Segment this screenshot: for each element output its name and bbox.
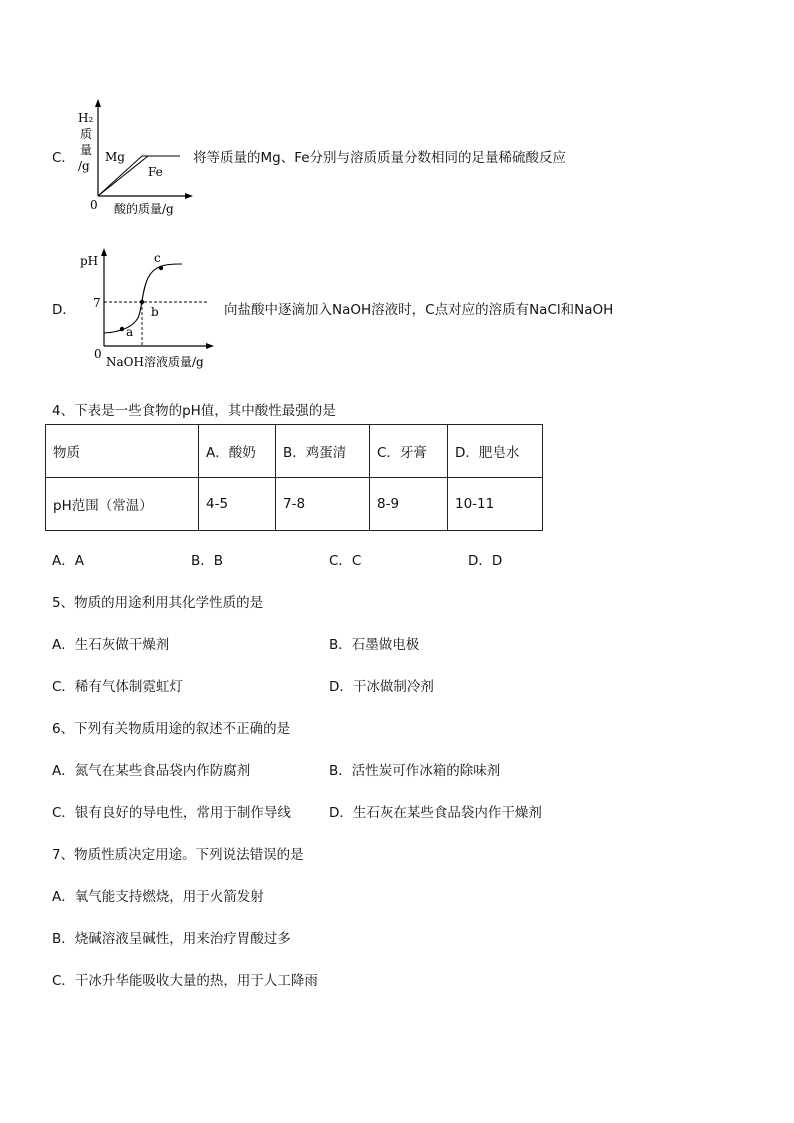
svg-text:c: c bbox=[154, 251, 161, 265]
table-cell: 8-9 bbox=[370, 478, 448, 531]
table-cell: A．酸奶 bbox=[199, 425, 276, 478]
ph-graph bbox=[80, 240, 220, 374]
ph-curve bbox=[104, 264, 182, 333]
ph-table bbox=[45, 424, 543, 531]
point-c bbox=[159, 266, 163, 270]
y-axis-label-ph: pH bbox=[80, 254, 99, 268]
q6-option-c[interactable]: C．银有良好的导电性，常用于制作导线 bbox=[52, 805, 291, 821]
table-row bbox=[46, 478, 543, 531]
table-cell: 物质 bbox=[46, 425, 199, 478]
q4-option-a[interactable]: A．A bbox=[52, 553, 84, 569]
q5-option-c[interactable]: C．稀有气体制霓虹灯 bbox=[52, 679, 183, 695]
svg-text:b: b bbox=[151, 305, 159, 319]
q4-option-c[interactable]: C．C bbox=[329, 553, 362, 569]
fe-label: Fe bbox=[148, 165, 163, 179]
point-a bbox=[120, 327, 124, 331]
q6-option-a[interactable]: A．氮气在某些食品袋内作防腐剂 bbox=[52, 763, 251, 779]
q6-stem: 6、下列有关物质用途的叙述不正确的是 bbox=[52, 721, 291, 737]
x-axis-label: 酸的质量/g bbox=[114, 202, 174, 216]
option-c-text: 将等质量的Mg、Fe分别与溶质质量分数相同的足量稀硫酸反应 bbox=[193, 150, 567, 166]
point-b bbox=[140, 300, 144, 304]
mg-label: Mg bbox=[105, 150, 125, 164]
q4-option-b[interactable]: B．B bbox=[191, 553, 224, 569]
origin-label: 0 bbox=[94, 347, 102, 361]
q5-option-a[interactable]: A．生石灰做干燥剂 bbox=[52, 637, 170, 653]
option-d-label: D． bbox=[52, 302, 76, 318]
svg-text:质: 质 bbox=[80, 127, 93, 141]
svg-text:量: 量 bbox=[80, 143, 93, 157]
q7-option-a[interactable]: A．氧气能支持燃烧，用于火箭发射 bbox=[52, 889, 264, 905]
table-cell: D．肥皂水 bbox=[448, 425, 543, 478]
tick-7: 7 bbox=[93, 296, 101, 310]
x-axis-label: NaOH溶液质量/g bbox=[106, 355, 204, 369]
y-axis-label-h2: H₂ bbox=[78, 111, 94, 125]
mass-graph bbox=[70, 96, 195, 220]
q4-option-d[interactable]: D．D bbox=[468, 553, 503, 569]
q7-option-b[interactable]: B．烧碱溶液呈碱性，用来治疗胃酸过多 bbox=[52, 931, 291, 947]
q5-stem: 5、物质的用途利用其化学性质的是 bbox=[52, 595, 264, 611]
q7-stem: 7、物质性质决定用途。下列说法错误的是 bbox=[52, 847, 304, 863]
option-c-label: C． bbox=[52, 150, 75, 166]
table-cell: B．鸡蛋清 bbox=[276, 425, 370, 478]
table-row bbox=[46, 425, 543, 478]
origin-label: 0 bbox=[90, 198, 98, 212]
table-cell: 7-8 bbox=[276, 478, 370, 531]
q7-option-c[interactable]: C．干冰升华能吸收大量的热，用于人工降雨 bbox=[52, 973, 318, 989]
q5-option-d[interactable]: D．干冰做制冷剂 bbox=[329, 679, 434, 695]
table-cell: 10-11 bbox=[448, 478, 543, 531]
q6-option-b[interactable]: B．活性炭可作冰箱的除味剂 bbox=[329, 763, 501, 779]
table-cell: 4-5 bbox=[199, 478, 276, 531]
option-d-text: 向盐酸中逐滴加入NaOH溶液时，C点对应的溶质有NaCl和NaOH bbox=[224, 302, 614, 318]
table-cell: C．牙膏 bbox=[370, 425, 448, 478]
svg-text:a: a bbox=[126, 325, 134, 339]
q4-stem: 4、下表是一些食物的pH值，其中酸性最强的是 bbox=[52, 403, 336, 419]
q5-option-b[interactable]: B．石墨做电极 bbox=[329, 637, 420, 653]
svg-text:/g: /g bbox=[78, 159, 90, 173]
q6-option-d[interactable]: D．生石灰在某些食品袋内作干燥剂 bbox=[329, 805, 542, 821]
table-cell: pH范围（常温） bbox=[46, 478, 199, 531]
